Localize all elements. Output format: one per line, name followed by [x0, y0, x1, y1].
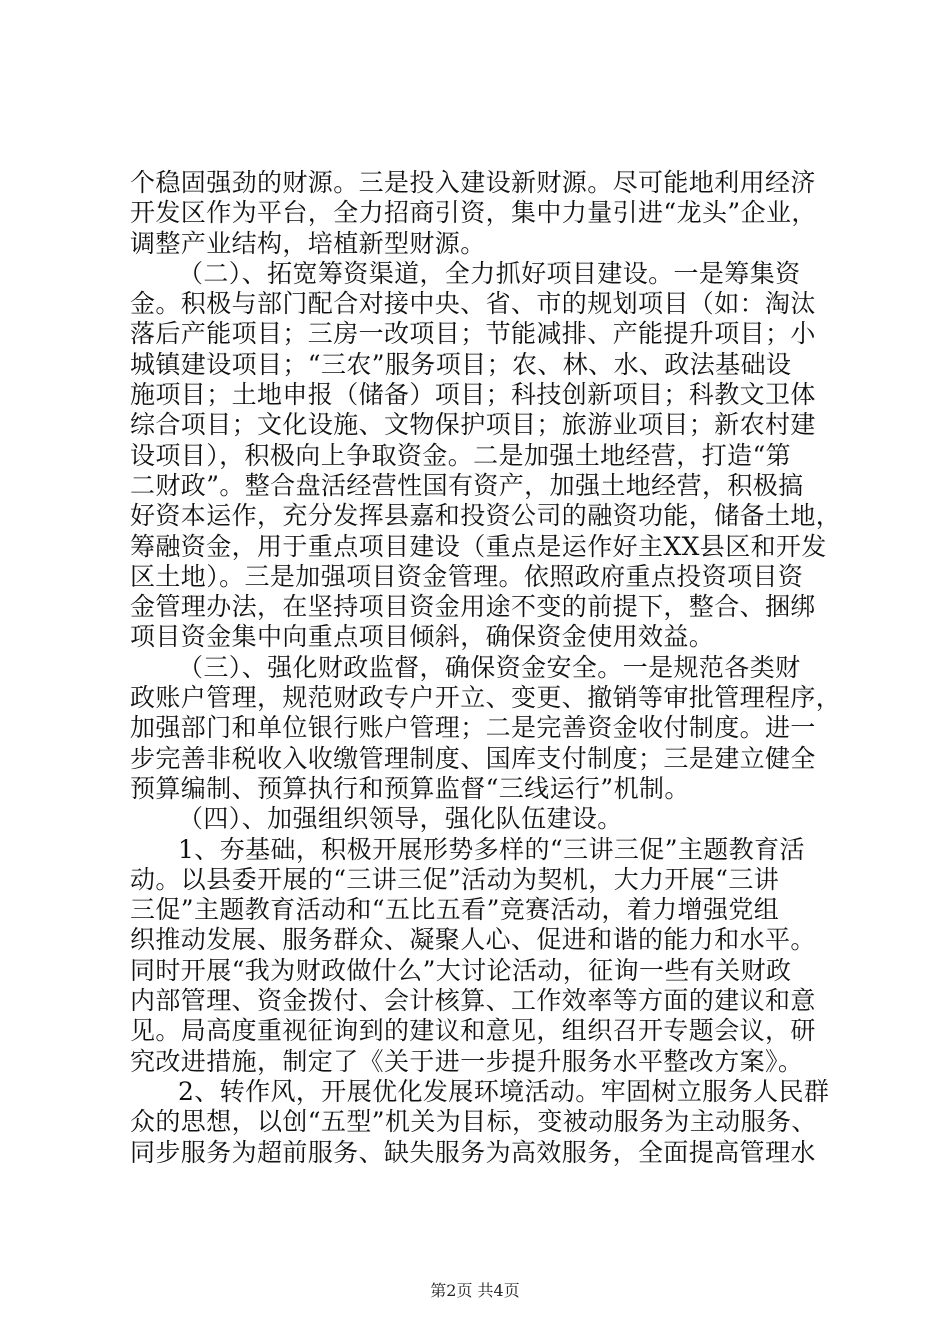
- text-line: 见。局高度重视征询到的建议和意见，组织召开专题会议，研: [130, 1016, 816, 1046]
- text-line: 步完善非税收入收缴管理制度、国库支付制度；三是建立健全: [130, 743, 816, 773]
- text-line: 筹融资金，用于重点项目建设（重点是运作好主XX县区和开发: [130, 531, 827, 561]
- text-line: 调整产业结构，培植新型财源。: [130, 228, 486, 258]
- text-line: 众的思想，以创“五型”机关为目标，变被动服务为主动服务、: [130, 1107, 817, 1137]
- text-line: 同步服务为超前服务、缺失服务为高效服务，全面提高管理水: [130, 1137, 816, 1167]
- text-line: 开发区作为平台，全力招商引资，集中力量引进“龙头”企业，: [130, 198, 817, 228]
- text-line: 动。以县委开展的“三讲三促”活动为契机，大力开展“三讲: [130, 864, 780, 894]
- text-line: 金管理办法，在坚持项目资金用途不变的前提下，整合、捆绑: [130, 592, 816, 622]
- text-line: 加强部门和单位银行账户管理；二是完善资金收付制度。进一: [130, 713, 816, 743]
- text-line: 究改进措施，制定了《关于进一步提升服务水平整改方案》。: [130, 1046, 804, 1076]
- text-line: 落后产能项目；三房一改项目；节能减排、产能提升项目；小: [130, 319, 816, 349]
- text-line: 二财政”。整合盘活经营性国有资产，加强土地经营，积极搞: [130, 470, 804, 500]
- text-line: 内部管理、资金拨付、会计核算、工作效率等方面的建议和意: [130, 986, 816, 1016]
- text-line: 综合项目；文化设施、文物保护项目；旅游业项目；新农村建: [130, 410, 816, 440]
- text-line: 好资本运作，充分发挥县嘉和投资公司的融资功能，储备土地，: [130, 501, 842, 531]
- text-line: 城镇建设项目；“三农”服务项目；农、林、水、政法基础设: [130, 349, 792, 379]
- text-line: 政账户管理，规范财政专户开立、变更、撤销等审批管理程序，: [130, 683, 842, 713]
- body-text: [130, 168, 842, 1168]
- text-line: 项目资金集中向重点项目倾斜，确保资金使用效益。: [130, 622, 715, 652]
- text-line: （三）、强化财政监督，确保资金安全。一是规范各类财: [178, 652, 801, 682]
- text-line: 设项目），积极向上争取资金。二是加强土地经营，打造“第: [130, 440, 792, 470]
- text-line: 2、转作风，开展优化发展环境活动。牢固树立服务人民群: [178, 1076, 830, 1106]
- text-line: 三促”主题教育活动和“五比五看”竞赛活动，着力增强党组: [130, 895, 780, 925]
- text-line: 金。积极与部门配合对接中央、省、市的规划项目（如：淘汰: [130, 289, 816, 319]
- text-line: 预算编制、预算执行和预算监督“三线运行”机制。: [130, 773, 690, 803]
- text-line: 区土地）。三是加强项目资金管理。依照政府重点投资项目资: [130, 561, 804, 591]
- text-line: 施项目；土地申报（储备）项目；科技创新项目；科教文卫体: [130, 380, 816, 410]
- text-line: （四）、加强组织领导，强化队伍建设。: [178, 804, 623, 834]
- text-line: 织推动发展、服务群众、凝聚人心、促进和谐的能力和水平。: [130, 925, 816, 955]
- text-line: 个稳固强劲的财源。三是投入建设新财源。尽可能地利用经济: [130, 168, 816, 197]
- text-line: 同时开展“我为财政做什么”大讨论活动，征询一些有关财政: [130, 955, 792, 985]
- text-line: 1、夯基础，积极开展形势多样的“三讲三促”主题教育活: [178, 834, 805, 864]
- text-line: （二）、拓宽筹资渠道，全力抓好项目建设。一是筹集资: [178, 258, 801, 288]
- page-number-footer: 第2页 共4页: [430, 1281, 520, 1300]
